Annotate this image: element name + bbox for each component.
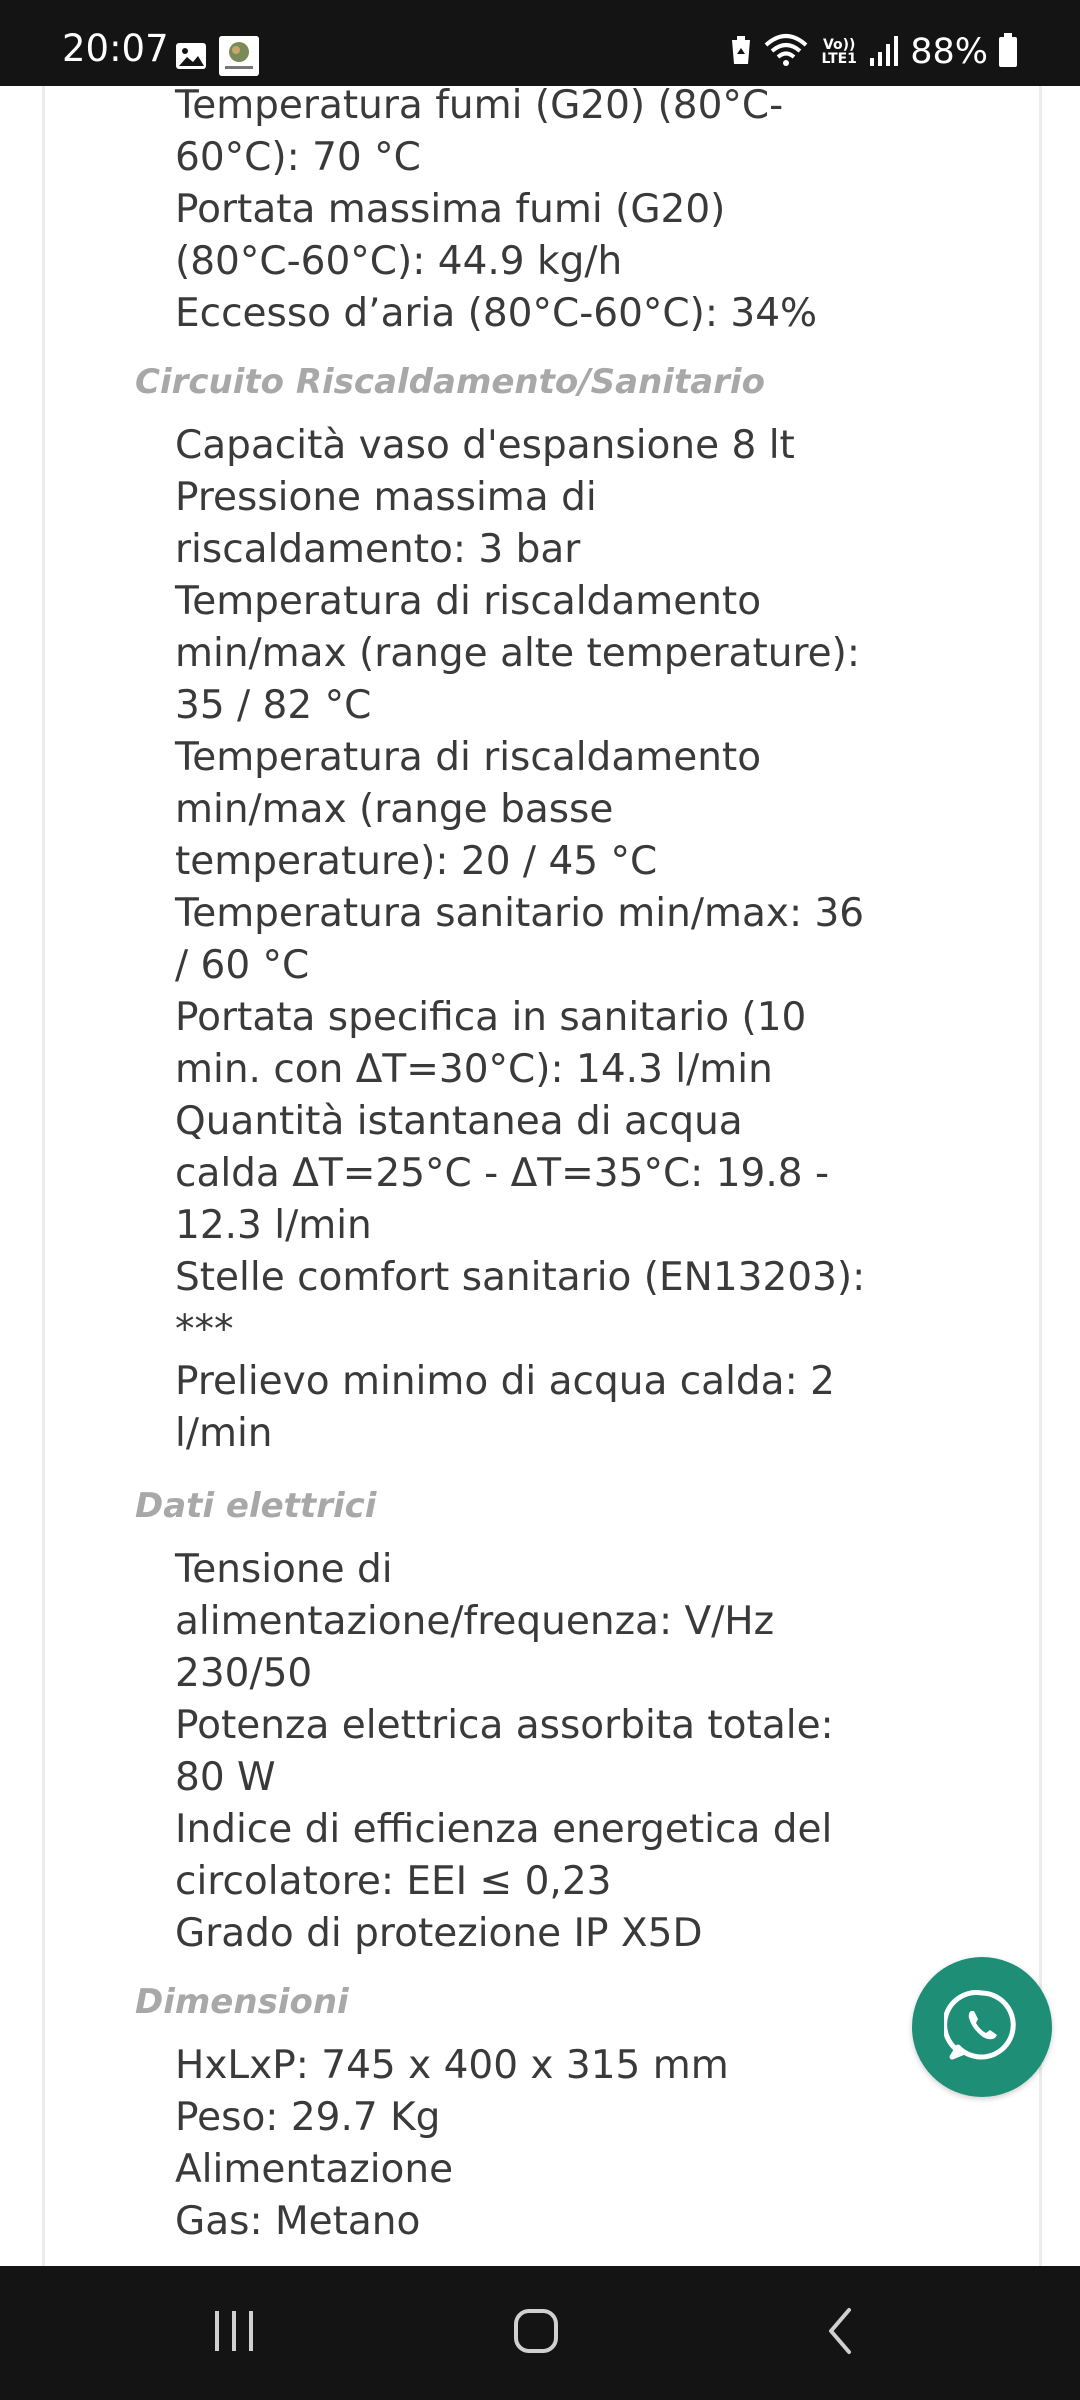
- status-indicators: [728, 32, 1018, 72]
- electrical-specs-list: [175, 1544, 995, 1960]
- section-heading-dimensions: Dimensioni: [135, 1982, 349, 2022]
- spec-line: temperature): 20 / 45 °C: [175, 839, 658, 884]
- back-button[interactable]: [740, 2266, 940, 2400]
- home-icon: [511, 2306, 561, 2360]
- home-button[interactable]: [436, 2266, 636, 2400]
- app-notification-icon: [219, 36, 259, 76]
- spec-line: Portata massima fumi (G20): [175, 187, 726, 232]
- spec-line: Eccesso d’aria (80°C-60°C): 34%: [175, 291, 818, 336]
- spec-line: (80°C-60°C): 44.9 kg/h: [175, 239, 623, 284]
- spec-line: Pressione massima di: [175, 475, 597, 520]
- spec-line: Peso: 29.7 Kg: [175, 2095, 441, 2140]
- gallery-notification-icon: [175, 42, 207, 70]
- volte-label: Vo)) LTE1: [821, 37, 857, 67]
- spec-line: min/max (range alte temperature):: [175, 631, 860, 676]
- spec-line: 12.3 l/min: [175, 1203, 372, 1248]
- spec-line: Quantità istantanea di acqua: [175, 1099, 743, 1144]
- spec-line: Prelievo minimo di acqua calda: 2: [175, 1359, 835, 1404]
- spec-line: Temperatura sanitario min/max: 36: [175, 891, 865, 936]
- spec-line: 230/50: [175, 1651, 313, 1696]
- recents-icon: [211, 2309, 257, 2357]
- spec-line: Temperatura di riscaldamento: [175, 579, 762, 624]
- dimensions-specs-list: [175, 2040, 995, 2248]
- spec-line: 80 W: [175, 1755, 276, 1800]
- status-time: 20:07: [62, 27, 169, 70]
- status-bar: [0, 0, 1080, 86]
- spec-line: 60°C): 70 °C: [175, 135, 421, 180]
- wifi-icon: [764, 33, 808, 71]
- spec-line: 35 / 82 °C: [175, 683, 372, 728]
- spec-line: Capacità vaso d'espansione 8 lt: [175, 423, 795, 468]
- spec-line: Indice di efficienza energetica del: [175, 1807, 833, 1852]
- spec-line: min/max (range basse: [175, 787, 614, 832]
- battery-percent: 88%: [910, 31, 988, 72]
- spec-line: Portata specifica in sanitario (10: [175, 995, 807, 1040]
- spec-line: alimentazione/frequenza: V/Hz: [175, 1599, 775, 1644]
- recycle-icon: [728, 34, 754, 70]
- flue-specs-list: [175, 86, 995, 340]
- spec-line: / 60 °C: [175, 943, 310, 988]
- spec-line: HxLxP: 745 x 400 x 315 mm: [175, 2043, 729, 2088]
- back-icon: [825, 2306, 855, 2360]
- spec-line: Temperatura fumi (G20) (80°C-: [175, 86, 784, 128]
- battery-icon: [998, 33, 1018, 71]
- spec-line: Alimentazione: [175, 2147, 454, 2192]
- whatsapp-icon: [944, 1987, 1020, 2067]
- web-page-content: [42, 86, 1042, 2266]
- spec-line: Tensione di: [175, 1547, 393, 1592]
- spec-line: Grado di protezione IP X5D: [175, 1911, 703, 1956]
- spec-line: calda ΔT=25°C - ΔT=35°C: 19.8 -: [175, 1151, 830, 1196]
- spec-line: Gas: Metano: [175, 2199, 421, 2244]
- spec-line: circolatore: EEI ≤ 0,23: [175, 1859, 612, 1904]
- spec-line: Stelle comfort sanitario (EN13203):: [175, 1255, 866, 1300]
- spec-line: Potenza elettrica assorbita totale:: [175, 1703, 834, 1748]
- recents-button[interactable]: [134, 2266, 334, 2400]
- system-navigation-bar: [0, 2266, 1080, 2400]
- section-heading-electrical-data: Dati elettrici: [135, 1486, 377, 1526]
- spec-line: min. con ΔT=30°C): 14.3 l/min: [175, 1047, 773, 1092]
- whatsapp-chat-button[interactable]: [912, 1957, 1052, 2097]
- spec-line: ***: [175, 1307, 234, 1352]
- heating-circuit-specs-list: [175, 420, 995, 1460]
- spec-line: Temperatura di riscaldamento: [175, 735, 762, 780]
- section-heading-heating-circuit: Circuito Riscaldamento/Sanitario: [135, 362, 765, 402]
- signal-icon: [870, 34, 900, 70]
- spec-line: riscaldamento: 3 bar: [175, 527, 581, 572]
- spec-line: l/min: [175, 1411, 273, 1456]
